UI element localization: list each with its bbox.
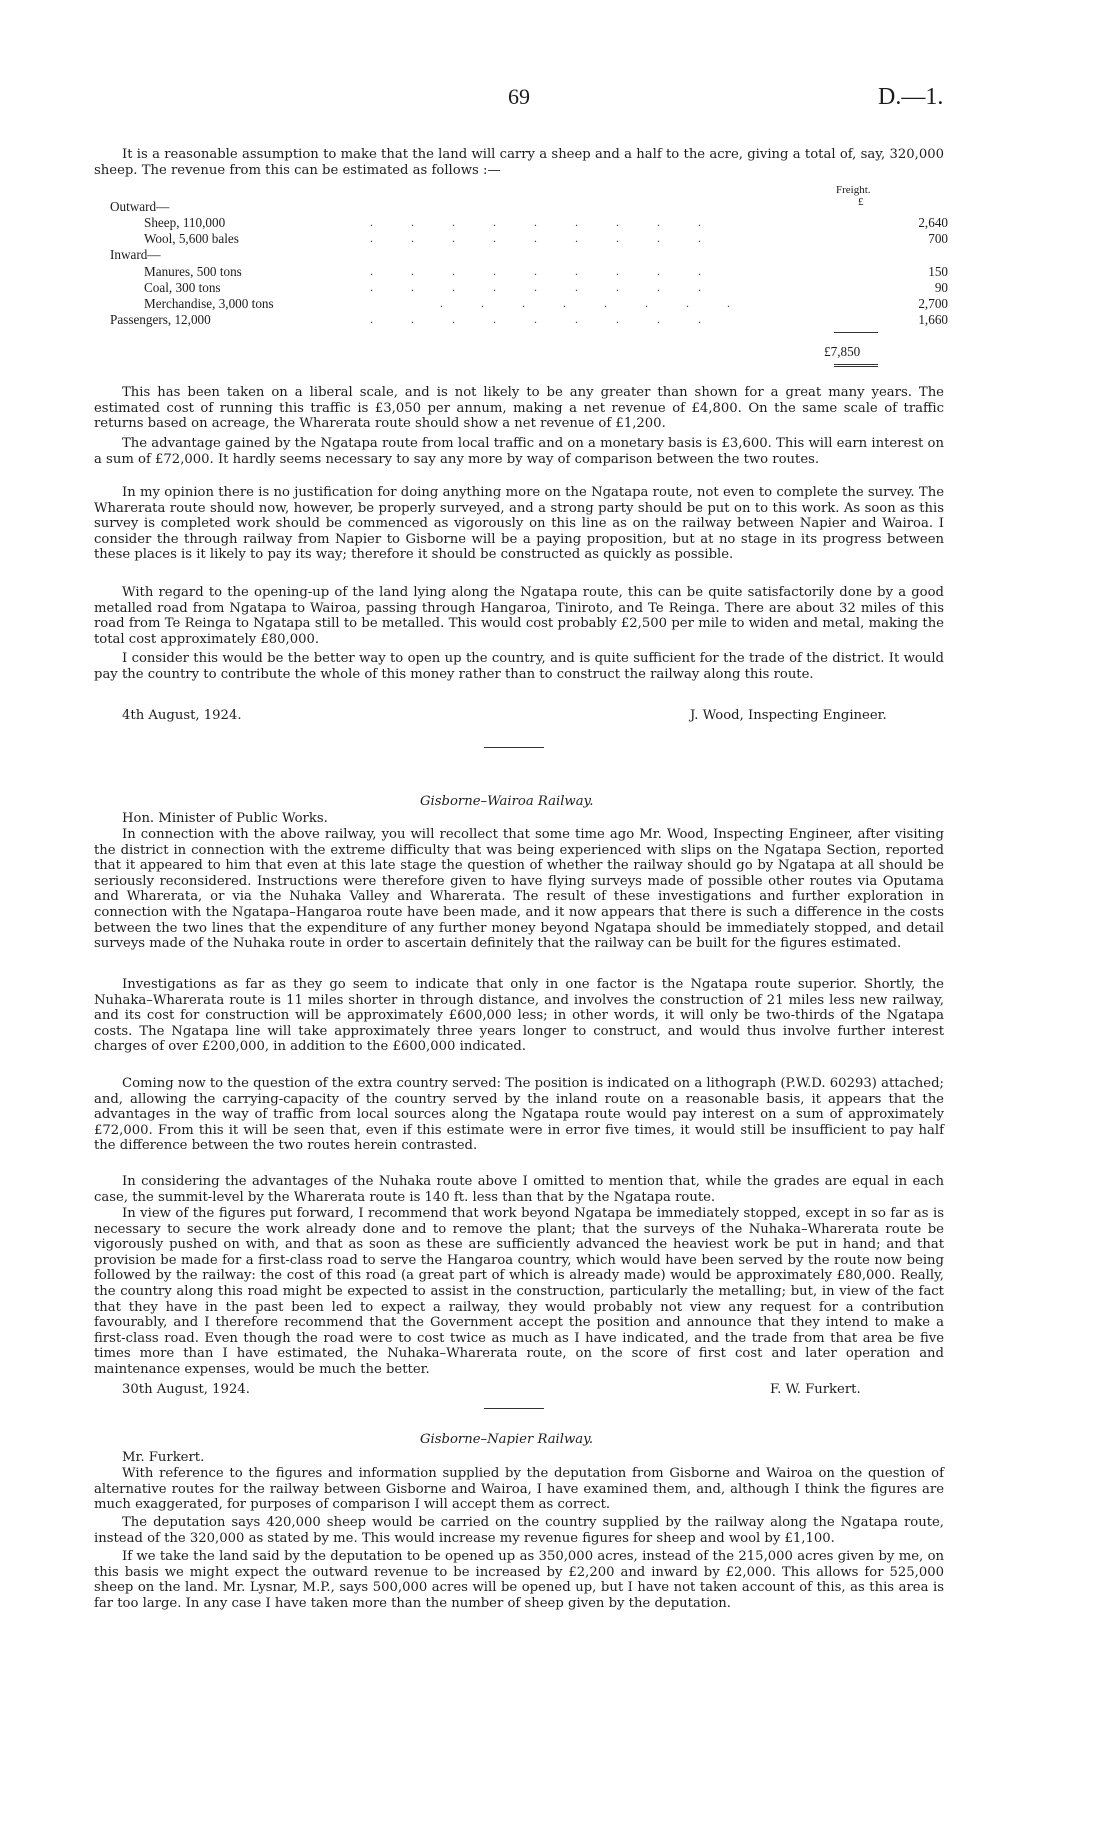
memo-signature: F. W. Furkert.: [770, 1382, 861, 1397]
intro-paragraph: It is a reasonable assumption to make that the land will carry a sheep and a half to the acre, giving a total of, say, 320,000 sheep. The revenue from this can be estimated as follows :—: [94, 147, 944, 178]
table-row: [110, 215, 950, 232]
report-date: 4th August, 1924.: [122, 708, 242, 723]
memo-paragraph: The deputation says 420,000 sheep would be carried on the country supplied by the railway along the Ngatapa route, instead of the 320,000 as stated by me. This would increase my revenue figures for sheep and wool by £1,100.: [94, 1515, 944, 1546]
row-value: 1,660: [918, 312, 948, 327]
row-label: Inward—: [110, 247, 161, 262]
memo-paragraph: In view of the figures put forward, I recommend that work beyond Ngatapa be immediately stopped, except in so far as is necessary to secure the work already done and to remove the plant; that the surveys of the Nuhaka–Wharerata route be vigorously pushed on with, and that as soon as these are sufficiently advanced the heaviest work be put in hand; and that provision be made for a first-class road to serve the Hangaroa country, which would have been served by the route now being followed by the railway: the cost of this road (a great part of which is already made) would be approximately £80,000. Really, the country along this road might be expected to assist in the construction, particularly the metalling; but, in view of the fact that they have in the past been led to expect a railway, they would probably not view any request for a contribution favourably, and I therefore recommend that the Government accept the position and announce that they intend to make a first-class road. Even though the road were to cost twice as much as I have indicated, and the trade from that area be five times more than I have estimated, the Nuhaka–Wharerata route, on the score of first cost and later operation and maintenance expenses, would be much the better.: [94, 1206, 944, 1377]
memo-title: Gisborne–Napier Railway.: [420, 1432, 594, 1447]
row-value: 700: [928, 231, 948, 246]
total-rule: [834, 332, 878, 333]
row-label: Passengers, 12,000: [110, 312, 211, 327]
row-label: Sheep, 110,000: [144, 215, 226, 230]
memo-paragraph: With reference to the figures and information supplied by the deputation from Gisborne and Wairoa on the question of alternative routes for the railway between Gisborne and Wairoa, I have examined them, and, although I think the figures are much exaggerated, for purposes of comparison I will accept them as correct.: [94, 1466, 944, 1513]
memo-paragraph: If we take the land said by the deputation to be opened up as 350,000 acres, instead of the 215,000 acres given by me, on this basis we might expect the outward revenue to be increased by £2,200 and inward by £2,000. This allows for 525,000 sheep on the land. Mr. Lysnar, M.P., says 500,000 acres will be opened up, but I have not taken account of this, as this area is far too large. In any case I have taken more than the number of sheep given by the deputation.: [94, 1549, 944, 1611]
document-reference: D.—1.: [878, 84, 944, 110]
page-number: 69: [508, 84, 530, 109]
leader-dots: ........: [440, 296, 768, 310]
leader-dots: .........: [370, 280, 739, 294]
report-paragraph: This has been taken on a liberal scale, and is not likely to be any greater than shown for a great many years. The estimated cost of running this traffic is £3,050 per annum, making a net revenue of £4,800. On the same scale of traffic returns based on acreage, the Wharerata route should show a net revenue of £1,200.: [94, 385, 944, 432]
table-row: [110, 280, 950, 297]
section-divider: [484, 747, 544, 748]
report-paragraph: In my opinion there is no justification for doing anything more on the Ngatapa route, not even to complete the survey. The Wharerata route should now, however, be properly surveyed, and a strong party should be put on to this work. As soon as this survey is completed work should be commenced as vigorously on this line as on the railway between Napier and Wairoa. I consider the through railway from Napier to Gisborne will be a paying proposition, but at no stage in its progress between these places is it likely to pay its way; therefore it should be constructed as quickly as possible.: [94, 485, 944, 563]
memo-title: Gisborne–Wairoa Railway.: [420, 794, 594, 809]
row-label: Coal, 300 tons: [144, 280, 221, 295]
row-label: Manures, 500 tons: [144, 264, 242, 279]
row-value: 150: [928, 264, 948, 279]
row-label: Outward—: [110, 199, 170, 214]
leader-dots: .........: [370, 312, 739, 326]
row-value: 2,640: [918, 215, 948, 230]
report-paragraph: With regard to the opening-up of the land lying along the Ngatapa route, this can be quite satisfactorily done by a good metalled road from Ngatapa to Wairoa, passing through Hangaroa, Tiniroto, and Te Reinga. There are about 32 miles of this road from Te Reinga to Ngatapa still to be metalled. This would cost probably £2,500 per mile to widen and metal, making the total cost approximately £80,000.: [94, 585, 944, 647]
table-row: [110, 312, 950, 329]
freight-column-header: Freight.: [836, 184, 871, 196]
leader-dots: .........: [370, 215, 739, 229]
memo-paragraph: Coming now to the question of the extra country served: The position is indicated on a lithograph (P.W.D. 60293) attached; and, allowing the carrying-capacity of the country served by the inland route on a reasonable basis, it appears that the advantages in the way of traffic from local sources along the Ngatapa route would pay interest on a sum of approximately £72,000. From this it will be seen that, even if this estimate were in error five times, it would still be insufficient to pay half the difference between the two routes herein contrasted.: [94, 1076, 944, 1154]
row-label: Merchandise, 3,000 tons: [144, 296, 274, 311]
row-value: 2,700: [918, 296, 948, 311]
total-double-rule: [834, 366, 878, 367]
freight-currency: £: [858, 196, 864, 208]
leader-dots: .........: [370, 231, 739, 245]
memo-addressee: Mr. Furkert.: [122, 1450, 205, 1465]
memo-date: 30th August, 1924.: [122, 1382, 250, 1397]
table-row: [110, 199, 950, 216]
row-value: 90: [934, 280, 948, 295]
report-paragraph: I consider this would be the better way to open up the country, and is quite sufficient for the trade of the district. It would pay the country to contribute the whole of this money rather than to construct the railway along this route.: [94, 651, 944, 682]
memo-paragraph: In connection with the above railway, you will recollect that some time ago Mr. Wood, Inspecting Engineer, after visiting the district in connection with the extreme difficulty that was being experienced with slips on the Ngatapa Section, reported that it appeared to him that even at this late stage the question of whether the railway should go by Ngatapa at all should be seriously reconsidered. Instructions were therefore given to have flying surveys made of possible other routes via Oputama and Wharerata, or via the Nuhaka Valley and Wharerata. The result of these investigations and further exploration in connection with the Ngatapa–Hangaroa route have been made, and it now appears that there is such a difference in the costs between the two lines that the expenditure of any further money beyond Ngatapa should be immediately stopped, and detail surveys made of the Nuhaka route in order to ascertain definitely that the railway can be built for the figures estimated.: [94, 827, 944, 952]
row-label: Wool, 5,600 bales: [144, 231, 239, 246]
table-row: [110, 264, 950, 281]
freight-total: £7,850: [824, 344, 861, 359]
table-row: [110, 247, 950, 264]
report-signature: J. Wood, Inspecting Engineer.: [690, 708, 887, 723]
total-double-rule: [834, 364, 878, 365]
table-row: [110, 296, 950, 313]
memo-paragraph: In considering the advantages of the Nuhaka route above I omitted to mention that, while the grades are equal in each case, the summit-level by the Wharerata route is 140 ft. less than that by the Ngatapa route.: [94, 1174, 944, 1205]
memo-paragraph: Investigations as far as they go seem to indicate that only in one factor is the Ngatapa route superior. Shortly, the Nuhaka–Wharerata route is 11 miles shorter in through distance, and involves the construction of 21 miles less new railway, and its cost for construction will be approximately £600,000 less; in other words, it will only be two-thirds of the Ngatapa costs. The Ngatapa line will take approximately three years longer to construct, and would thus involve further interest charges of over £200,000, in addition to the £600,000 indicated.: [94, 977, 944, 1055]
memo-addressee: Hon. Minister of Public Works.: [122, 811, 328, 826]
section-divider: [484, 1408, 544, 1409]
leader-dots: .........: [370, 264, 739, 278]
report-paragraph: The advantage gained by the Ngatapa route from local traffic and on a monetary basis is £3,600. This will earn interest on a sum of £72,000. It hardly seems necessary to say any more by way of comparison between the two routes.: [94, 436, 944, 467]
table-row: [110, 231, 950, 248]
